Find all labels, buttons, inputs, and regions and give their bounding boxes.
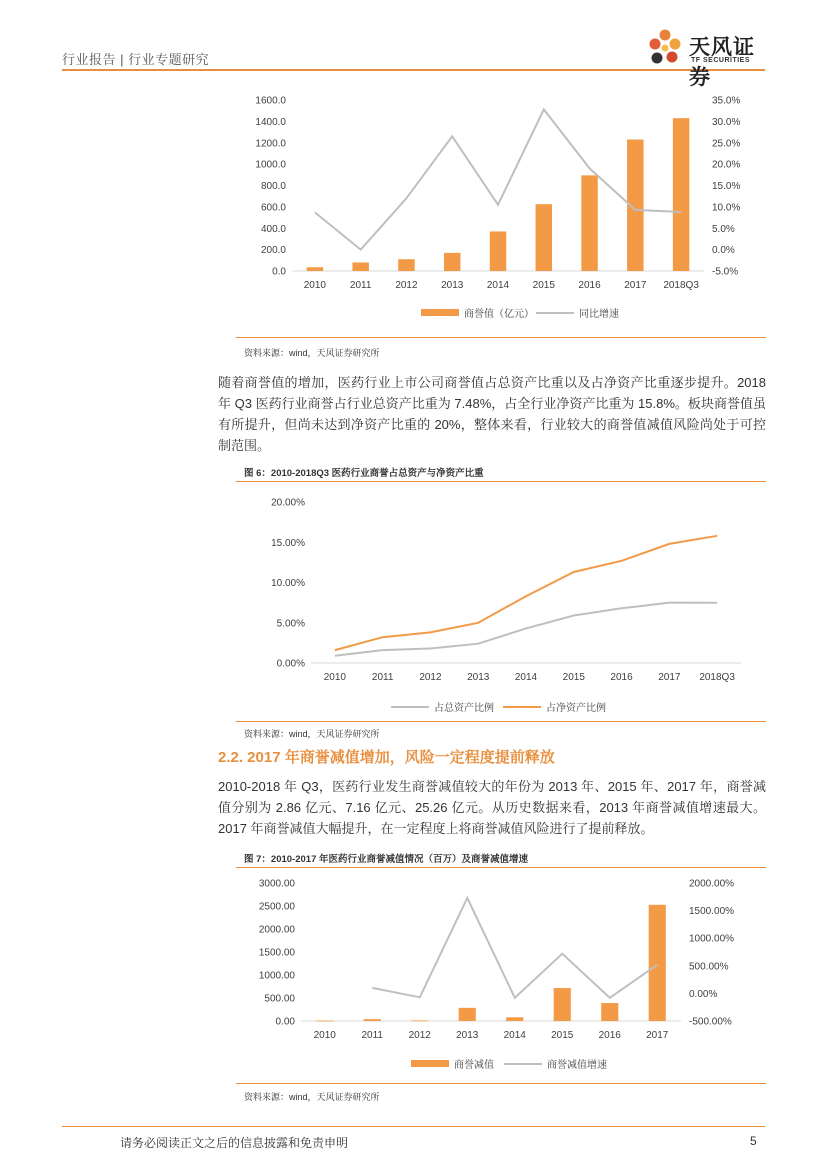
y-right-tick-label: 500.00% (689, 961, 729, 973)
bar (364, 1019, 381, 1021)
y-left-tick-label: 800.0 (260, 181, 286, 192)
chart1-source: 资料来源：wind，天风证券研究所 (244, 348, 380, 358)
logo-flower-icon (645, 27, 685, 71)
bar (444, 253, 460, 271)
legend-swatch (411, 1060, 449, 1067)
y-right-tick-label: 15.0% (712, 181, 741, 192)
goodwill-ratio-chart (236, 486, 768, 720)
legend-label: 商誉减值增速 (547, 1060, 607, 1071)
bar (506, 1017, 523, 1021)
x-tick-label: 2014 (514, 672, 538, 683)
x-tick-label: 2012 (419, 672, 442, 683)
y-left-tick-label: 0.0 (272, 266, 286, 278)
y-right-tick-label: 0.00% (689, 988, 718, 1000)
report-header-label: 行业报告 | 行业专题研究 (62, 52, 210, 67)
y-right-tick-label: 1500.00% (689, 906, 735, 918)
bar (490, 231, 506, 271)
y-right-tick-label: 25.0% (712, 138, 741, 150)
bar (398, 259, 414, 271)
y-right-tick-label: 10.0% (712, 202, 741, 214)
section-title-2-2: 2.2. 2017 年商誉减值增加，风险一定程度提前释放 (218, 749, 555, 766)
series-line (315, 109, 681, 249)
y-left-tick-label: 0.00 (275, 1016, 295, 1028)
x-tick-label: 2014 (486, 280, 510, 291)
y-right-tick-label: 1000.00% (689, 933, 735, 945)
bar (581, 175, 597, 271)
x-tick-label: 2013 (467, 672, 490, 683)
x-tick-label: 2017 (646, 1030, 669, 1041)
chart2-source-divider (236, 721, 766, 722)
y-left-tick-label: 1400.0 (255, 116, 286, 128)
figure6-title-divider (236, 481, 766, 482)
bar (554, 988, 571, 1021)
chart1-source-divider (236, 337, 766, 338)
x-tick-label: 2012 (408, 1030, 431, 1041)
bar (307, 267, 323, 271)
legend-label: 商誉减值 (454, 1060, 494, 1071)
bar (411, 1020, 428, 1021)
y-left-tick-label: 5.00% (276, 618, 305, 630)
legend-label: 商誉值（亿元） (464, 309, 534, 320)
paragraph-impairment: 2010-2018 年 Q3，医药行业发生商誉减值较大的年份为 2013 年、2015 年、2017 年，商誉减值分别为 2.86 亿元、7.16 亿元、25.26 亿元。从历史数据来看，2013 年商誉减值增速最大。2017 年商誉减值大幅提升，在一定程度上将商誉减值风险进行了提前释放。 (218, 779, 766, 836)
x-tick-label: 2011 (349, 280, 372, 291)
x-tick-label: 2018Q3 (663, 280, 699, 291)
y-right-tick-label: 30.0% (712, 116, 741, 128)
x-tick-label: 2013 (441, 280, 464, 291)
y-right-tick-label: 20.0% (712, 159, 741, 171)
footer-disclaimer: 请务必阅读正文之后的信息披露和免责申明 (120, 1136, 349, 1150)
y-left-tick-label: 3000.00 (258, 878, 295, 890)
x-tick-label: 2011 (371, 672, 394, 683)
footer-divider (62, 1126, 765, 1127)
bar (601, 1003, 618, 1021)
legend-swatch (421, 309, 459, 316)
y-left-tick-label: 200.0 (260, 245, 286, 257)
y-left-tick-label: 2500.00 (258, 901, 295, 913)
y-left-tick-label: 1200.0 (255, 138, 286, 150)
x-tick-label: 2016 (598, 1030, 621, 1041)
x-tick-label: 2018Q3 (699, 672, 735, 683)
y-left-tick-label: 400.0 (260, 223, 286, 235)
paragraph-goodwill-ratio: 随着商誉值的增加，医药行业上市公司商誉值占总资产比重以及占净资产比重逐步提升。2018 年 Q3 医药行业商誉占行业总资产比重为 7.48%，占全行业净资产比重为 15.8%。板块商誉值虽有所提升，但尚未达到净资产比重的 20%，整体来看，行业较大的商誉值减值风险尚处于可控制范围。 (218, 375, 766, 453)
x-tick-label: 2015 (562, 672, 585, 683)
y-right-tick-label: 2000.00% (689, 878, 735, 890)
x-tick-label: 2016 (578, 280, 601, 291)
y-left-tick-label: 2000.00 (258, 924, 295, 936)
bar (352, 262, 368, 271)
x-tick-label: 2015 (532, 280, 555, 291)
goodwill-value-chart (236, 88, 768, 338)
x-tick-label: 2011 (361, 1030, 384, 1041)
y-left-tick-label: 500.00 (264, 993, 295, 1005)
chart3-source-divider (236, 1083, 766, 1084)
y-right-tick-label: 0.0% (712, 245, 735, 257)
y-left-tick-label: 1000.0 (255, 159, 286, 171)
x-tick-label: 2013 (456, 1030, 479, 1041)
series-line (372, 898, 657, 998)
y-right-tick-label: 35.0% (712, 95, 741, 107)
logo-name-cn: 天风证券 (689, 36, 755, 89)
legend-label: 占净资产比例 (546, 703, 606, 714)
logo-name-en: TF SECURITIES (691, 57, 751, 64)
series-line (335, 603, 717, 656)
page-number: 5 (750, 1134, 757, 1148)
x-tick-label: 2015 (551, 1030, 574, 1041)
bar (649, 905, 666, 1021)
bar (673, 118, 689, 271)
y-left-tick-label: 0.00% (276, 658, 305, 670)
legend-label: 同比增速 (579, 309, 619, 320)
figure6-title: 图 6：2010-2018Q3 医药行业商誉占总资产与净资产比重 (244, 468, 484, 479)
chart3-source: 资料来源：wind，天风证券研究所 (244, 1092, 380, 1102)
x-tick-label: 2017 (658, 672, 681, 683)
bar (316, 1021, 333, 1022)
bar (459, 1008, 476, 1021)
company-logo (645, 27, 775, 89)
figure7-title-divider (236, 867, 766, 868)
x-tick-label: 2010 (303, 280, 327, 291)
y-left-tick-label: 10.00% (271, 578, 305, 589)
y-left-tick-label: 1000.00 (258, 970, 295, 982)
y-left-tick-label: 1500.00 (258, 947, 295, 959)
series-line (335, 536, 717, 650)
legend-label: 占总资产比例 (434, 703, 494, 714)
y-left-tick-label: 1600.0 (255, 95, 286, 107)
goodwill-impairment-chart (236, 870, 768, 1082)
x-tick-label: 2014 (503, 1030, 526, 1041)
y-left-tick-label: 20.00% (271, 497, 305, 509)
chart2-source: 资料来源：wind，天风证券研究所 (244, 729, 380, 739)
y-right-tick-label: 5.0% (712, 223, 735, 235)
x-tick-label: 2012 (395, 280, 418, 291)
y-left-tick-label: 15.00% (271, 537, 305, 549)
y-left-tick-label: 600.0 (260, 202, 286, 214)
x-tick-label: 2010 (323, 672, 347, 683)
y-right-tick-label: -5.0% (712, 266, 739, 278)
x-tick-label: 2017 (624, 280, 647, 291)
bar (536, 204, 552, 271)
y-right-tick-label: -500.00% (689, 1016, 732, 1028)
figure7-title: 图 7：2010-2017 年医药行业商誉减值情况（百万）及商誉减值增速 (244, 854, 528, 865)
x-tick-label: 2010 (313, 1030, 336, 1041)
x-tick-label: 2016 (610, 672, 633, 683)
